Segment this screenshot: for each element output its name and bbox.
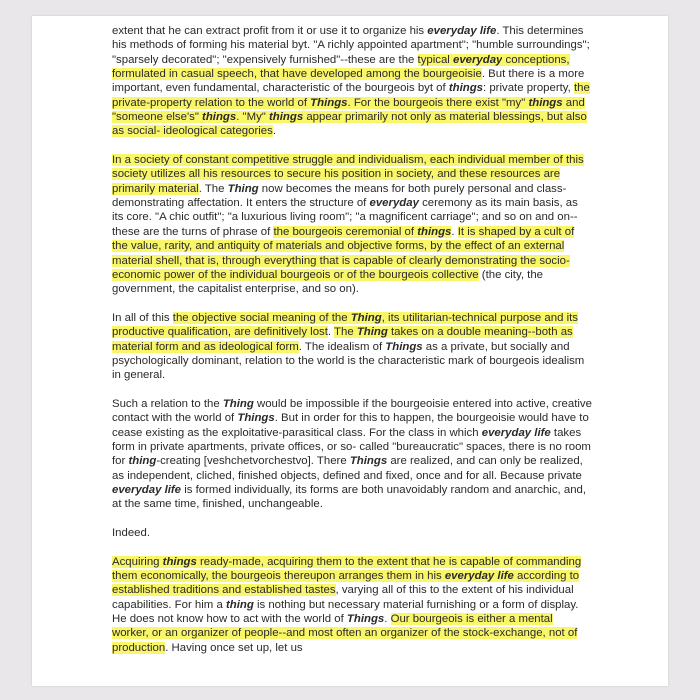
text-run: Indeed. [112, 527, 151, 540]
highlighted-text: conceptions, formulated in casual speech, that have developed among the bourgeoisie [112, 53, 570, 81]
text-run: is nothing but necessary material furnishing or a form of display. He does not know how to act with the world of [112, 598, 579, 626]
text-run: . The [198, 182, 228, 195]
text-run: . But there is a more important, even fundamental, characteristic of the bourgeois byt of [112, 68, 585, 95]
text-run: as a private, but socially and psychologically dominant, relation to the world is the characteristic mark of bourgeois idealism in general. [112, 340, 585, 382]
paragraph-1 [112, 24, 592, 139]
text-run: . [451, 225, 458, 238]
highlighted-text: It is shaped by a cult of the value, rarity, and antiquity of materials and objective forms, by the effect of an external material shell, that is, through everything that is capable of clearly demonstrating the socio- economic power of the individual bourgeois or of the bourgeois collective [112, 225, 575, 281]
text-run: -creating [veshchetvorchestvo]. There [156, 455, 350, 468]
paragraph-4 [112, 397, 592, 512]
highlighted-text: takes on a double meaning--both as material form and as ideological form [112, 326, 573, 353]
emphasized-text: everyday life [481, 426, 551, 439]
highlighted-text: Thing [356, 326, 388, 339]
highlighted-text: . For the bourgeois there exist "my" [347, 96, 529, 109]
highlighted-text: and "someone else's" [112, 96, 585, 124]
highlighted-text: Our bourgeois is either a mental worker, or an organizer of people--and most often an organizer of the stock-exchange, not of production [112, 613, 578, 654]
highlighted-text: Things [310, 96, 348, 109]
highlighted-text: everyday [452, 53, 503, 66]
text-run: , varying all of this to the extent of his individual capabilities. For him a [112, 584, 574, 611]
highlighted-text: Thing [350, 311, 382, 324]
emphasized-text: Things [237, 412, 275, 425]
text-run: . The idealism of [298, 340, 386, 353]
highlighted-text: the private-property relation to the world of [112, 82, 590, 109]
highlighted-text: ready-made, acquiring them to the extent that he is capable of commanding them economically, the bourgeois thereupon arranges them in his [112, 555, 582, 583]
highlighted-text: things [528, 96, 563, 109]
highlighted-text: In a society of constant competitive struggle and individualism, each individual member of this society utilizes all his resources to secure his position in society, and these resources are primarily material [112, 154, 584, 195]
highlighted-text: Acquiring [112, 555, 163, 568]
text-run: In all of this [112, 311, 173, 324]
emphasized-text: Things [346, 613, 385, 626]
document-page [32, 16, 668, 686]
text-run: is formed individually, its forms are both unavoidably random and anarchic, and, at the same time, finished, unchangeable. [112, 484, 587, 511]
paragraph-3 [112, 311, 592, 383]
text-run: now becomes the means for both purely personal and class-demonstrating affectation. It enters the structure of [112, 182, 567, 210]
document-body [112, 24, 592, 669]
text-run: . [327, 326, 335, 339]
emphasized-text: Thing [222, 397, 254, 410]
emphasized-text: thing [225, 598, 254, 611]
paragraph-5 [112, 526, 592, 540]
text-run: extent that he can extract profit from it or use it to organize his [112, 25, 428, 37]
text-run: ceremony as its main basis, as its core. "A chic outfit"; "a luxurious living room"; "a magnificent carriage"; and so on and on--these are the turns of phrase of [112, 197, 578, 238]
highlighted-text: things [162, 555, 197, 568]
emphasized-text: Things [385, 340, 423, 353]
highlighted-text: according to established traditions and established tastes [112, 570, 580, 597]
highlighted-text: . "My" [236, 111, 269, 124]
emphasized-text: everyday life [112, 484, 182, 496]
emphasized-text: things [448, 82, 484, 95]
highlighted-text: , its utilitarian-technical purpose and its productive qualification, are definitively lost [112, 311, 578, 339]
text-run: are realized, and can only be realized, as independent, cliched, finished objects, defined and fixed, once and for all. Because private [112, 455, 583, 482]
text-run: : private property, [483, 82, 574, 95]
highlighted-text: appear primarily not only as material blessings, but also as social- ideological categories [112, 111, 587, 138]
text-run: . Having once set up, let us [165, 641, 303, 654]
emphasized-text: everyday life [427, 25, 497, 37]
highlighted-text: things [268, 111, 304, 124]
text-run: takes form in private apartments, private offices, or so- called "bureaucratic" spaces, there is no room for [112, 426, 591, 468]
highlighted-text: everyday life [444, 570, 514, 583]
emphasized-text: everyday [369, 197, 419, 210]
text-run: . This determines his methods of forming his material byt. "A richly appointed apartment"; "humble surroundings"; "sparsely decorated"; "expensively furnished"--these are the [112, 25, 590, 66]
paragraph-2 [112, 153, 592, 296]
emphasized-text: Things [349, 455, 388, 468]
emphasized-text: Thing [227, 182, 259, 195]
highlighted-text: the bourgeois ceremonial of [273, 225, 418, 238]
text-run: . [272, 125, 276, 138]
text-run: . [384, 613, 391, 626]
highlighted-text: the objective social meaning of the [172, 311, 351, 324]
text-run: Such a relation to the [112, 397, 223, 410]
highlighted-text: things [417, 225, 452, 238]
highlighted-text: things [202, 111, 237, 124]
emphasized-text: thing [128, 455, 157, 468]
highlighted-text: typical [417, 53, 453, 66]
text-run: (the city, the government, the capitalist enterprise, and so on). [112, 268, 543, 296]
paragraph-6 [112, 555, 592, 655]
text-run: would be impossible if the bourgeoisie entered into active, creative contact with the world of [112, 397, 592, 425]
highlighted-text: The [334, 326, 357, 339]
text-run: . But in order for this to happen, the bourgeoisie would have to cease existing as the exploitative-parasitical class. For the class in which [112, 412, 589, 439]
